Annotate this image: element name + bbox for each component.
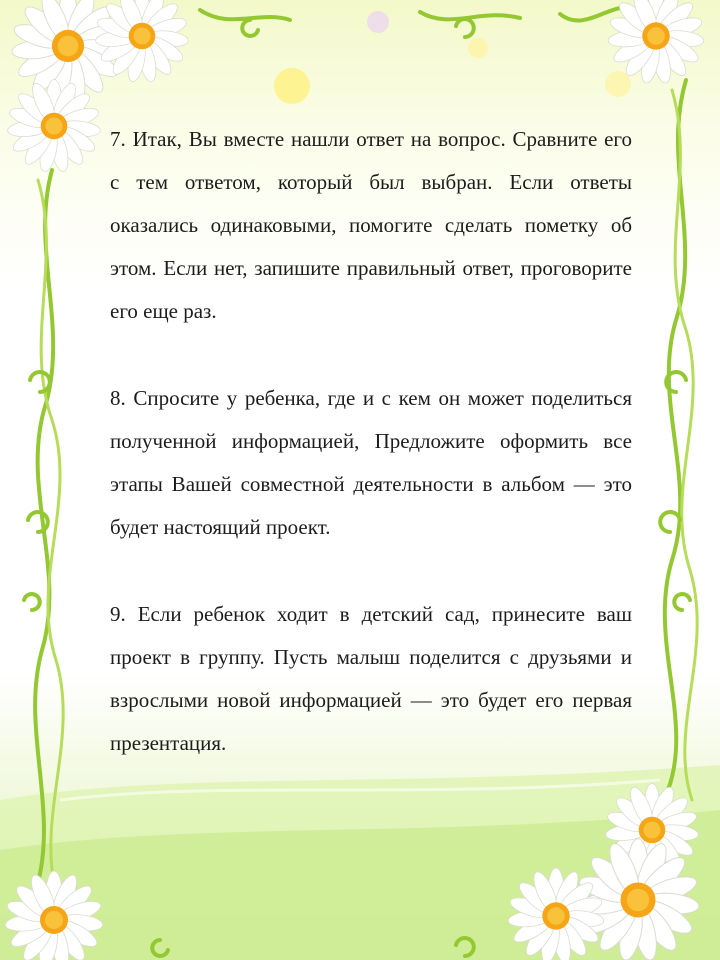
glow-yellow-small — [468, 38, 488, 58]
glow-pink — [367, 11, 389, 33]
paragraph-7: 7. Итак, Вы вместе нашли ответ на вопрос. Сравните его с тем ответом, который был выбран. Если ответы оказались одинаковыми, помогите сделать пометку об этом. Если нет, запишите правильный ответ, проговорите его еще раз. — [110, 127, 632, 323]
glow-yellow-right — [605, 71, 631, 97]
text-area — [110, 118, 632, 765]
glow-yellow — [274, 68, 310, 104]
paragraph-9: 9. Если ребенок ходит в детский сад, принесите ваш проект в группу. Пусть малыш поделится с друзьями и взрослыми новой информацией — это будет его первая презентация. — [110, 602, 632, 755]
paragraph-8: 8. Спросите у ребенка, где и с кем он может поделиться полученной информацией, Предложите оформить все этапы Вашей совместной деятельности в альбом — это будет настоящий проект. — [110, 386, 632, 539]
